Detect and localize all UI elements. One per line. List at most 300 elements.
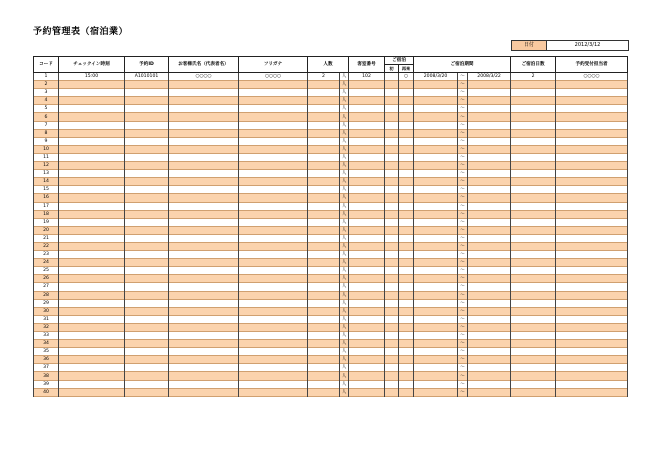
cell-room[interactable] bbox=[349, 251, 385, 259]
cell-guest-name[interactable] bbox=[169, 105, 239, 113]
cell-checkin[interactable] bbox=[59, 299, 125, 307]
cell-staff[interactable] bbox=[556, 121, 628, 129]
cell-period-end[interactable] bbox=[468, 332, 511, 340]
cell-period-start[interactable] bbox=[414, 105, 458, 113]
cell-meal-repeat[interactable] bbox=[399, 178, 414, 186]
cell-staff[interactable] bbox=[556, 170, 628, 178]
cell-code[interactable]: 12 bbox=[34, 162, 59, 170]
cell-meal-repeat[interactable] bbox=[399, 153, 414, 161]
cell-guest-name[interactable] bbox=[169, 332, 239, 340]
cell-checkin[interactable] bbox=[59, 121, 125, 129]
cell-checkin[interactable] bbox=[59, 234, 125, 242]
cell-guest-name[interactable] bbox=[169, 162, 239, 170]
cell-code[interactable]: 11 bbox=[34, 153, 59, 161]
cell-furigana[interactable] bbox=[239, 81, 308, 89]
cell-guest-name[interactable] bbox=[169, 218, 239, 226]
cell-people[interactable] bbox=[308, 162, 340, 170]
cell-meal-first[interactable] bbox=[385, 299, 399, 307]
cell-staff[interactable] bbox=[556, 259, 628, 267]
cell-checkin[interactable] bbox=[59, 307, 125, 315]
cell-reservation-id[interactable] bbox=[125, 113, 169, 121]
cell-meal-first[interactable] bbox=[385, 81, 399, 89]
cell-period-start[interactable] bbox=[414, 121, 458, 129]
cell-checkin[interactable] bbox=[59, 194, 125, 202]
cell-people[interactable] bbox=[308, 332, 340, 340]
cell-period-end[interactable] bbox=[468, 226, 511, 234]
cell-staff[interactable] bbox=[556, 299, 628, 307]
cell-staff[interactable] bbox=[556, 218, 628, 226]
cell-room[interactable] bbox=[349, 242, 385, 250]
cell-furigana[interactable] bbox=[239, 380, 308, 388]
cell-nights[interactable] bbox=[511, 267, 556, 275]
cell-staff[interactable] bbox=[556, 137, 628, 145]
cell-meal-repeat[interactable] bbox=[399, 283, 414, 291]
cell-room[interactable] bbox=[349, 388, 385, 396]
cell-furigana[interactable] bbox=[239, 170, 308, 178]
cell-checkin[interactable] bbox=[59, 105, 125, 113]
cell-period-start[interactable] bbox=[414, 170, 458, 178]
cell-furigana[interactable] bbox=[239, 291, 308, 299]
cell-meal-repeat[interactable] bbox=[399, 81, 414, 89]
cell-reservation-id[interactable] bbox=[125, 121, 169, 129]
cell-nights[interactable] bbox=[511, 202, 556, 210]
cell-reservation-id[interactable] bbox=[125, 275, 169, 283]
cell-meal-repeat[interactable] bbox=[399, 259, 414, 267]
cell-guest-name[interactable] bbox=[169, 137, 239, 145]
cell-code[interactable]: 36 bbox=[34, 356, 59, 364]
cell-meal-repeat[interactable] bbox=[399, 356, 414, 364]
cell-reservation-id[interactable] bbox=[125, 388, 169, 396]
cell-staff[interactable] bbox=[556, 332, 628, 340]
cell-code[interactable]: 33 bbox=[34, 332, 59, 340]
date-value[interactable]: 2012/3/12 bbox=[574, 42, 601, 48]
cell-period-end[interactable]: 2008/3/22 bbox=[468, 73, 511, 81]
cell-guest-name[interactable] bbox=[169, 267, 239, 275]
cell-reservation-id[interactable] bbox=[125, 218, 169, 226]
cell-furigana[interactable] bbox=[239, 242, 308, 250]
cell-room[interactable] bbox=[349, 372, 385, 380]
cell-people[interactable] bbox=[308, 170, 340, 178]
cell-guest-name[interactable] bbox=[169, 307, 239, 315]
cell-code[interactable]: 6 bbox=[34, 113, 59, 121]
cell-people[interactable] bbox=[308, 81, 340, 89]
cell-guest-name[interactable] bbox=[169, 283, 239, 291]
cell-reservation-id[interactable] bbox=[125, 251, 169, 259]
cell-guest-name[interactable] bbox=[169, 356, 239, 364]
cell-code[interactable]: 30 bbox=[34, 307, 59, 315]
cell-guest-name[interactable] bbox=[169, 170, 239, 178]
cell-period-start[interactable] bbox=[414, 178, 458, 186]
cell-meal-first[interactable] bbox=[385, 129, 399, 137]
cell-meal-first[interactable] bbox=[385, 340, 399, 348]
cell-room[interactable] bbox=[349, 121, 385, 129]
cell-checkin[interactable] bbox=[59, 348, 125, 356]
cell-room[interactable] bbox=[349, 145, 385, 153]
cell-code[interactable]: 7 bbox=[34, 121, 59, 129]
cell-period-start[interactable] bbox=[414, 113, 458, 121]
cell-nights[interactable] bbox=[511, 291, 556, 299]
cell-period-end[interactable] bbox=[468, 259, 511, 267]
cell-code[interactable]: 34 bbox=[34, 340, 59, 348]
cell-guest-name[interactable] bbox=[169, 97, 239, 105]
cell-period-end[interactable] bbox=[468, 129, 511, 137]
cell-period-start[interactable] bbox=[414, 218, 458, 226]
cell-meal-repeat[interactable] bbox=[399, 210, 414, 218]
cell-people[interactable] bbox=[308, 364, 340, 372]
cell-meal-first[interactable] bbox=[385, 194, 399, 202]
cell-room[interactable] bbox=[349, 275, 385, 283]
cell-checkin[interactable] bbox=[59, 81, 125, 89]
cell-room[interactable] bbox=[349, 137, 385, 145]
cell-guest-name[interactable] bbox=[169, 234, 239, 242]
cell-room[interactable] bbox=[349, 153, 385, 161]
cell-meal-repeat[interactable] bbox=[399, 332, 414, 340]
cell-guest-name[interactable] bbox=[169, 113, 239, 121]
cell-staff[interactable] bbox=[556, 251, 628, 259]
cell-staff[interactable] bbox=[556, 234, 628, 242]
cell-furigana[interactable] bbox=[239, 315, 308, 323]
cell-meal-first[interactable] bbox=[385, 73, 399, 81]
cell-nights[interactable]: 2 bbox=[511, 73, 556, 81]
cell-furigana[interactable] bbox=[239, 259, 308, 267]
cell-checkin[interactable] bbox=[59, 129, 125, 137]
cell-reservation-id[interactable] bbox=[125, 145, 169, 153]
cell-checkin[interactable] bbox=[59, 153, 125, 161]
cell-period-start[interactable] bbox=[414, 234, 458, 242]
cell-code[interactable]: 3 bbox=[34, 89, 59, 97]
cell-period-end[interactable] bbox=[468, 105, 511, 113]
cell-people[interactable] bbox=[308, 145, 340, 153]
cell-meal-first[interactable] bbox=[385, 137, 399, 145]
cell-guest-name[interactable] bbox=[169, 242, 239, 250]
cell-people[interactable] bbox=[308, 234, 340, 242]
cell-period-end[interactable] bbox=[468, 178, 511, 186]
cell-period-start[interactable] bbox=[414, 307, 458, 315]
cell-reservation-id[interactable] bbox=[125, 356, 169, 364]
cell-meal-first[interactable] bbox=[385, 267, 399, 275]
cell-staff[interactable] bbox=[556, 315, 628, 323]
cell-staff[interactable] bbox=[556, 242, 628, 250]
cell-guest-name[interactable] bbox=[169, 348, 239, 356]
cell-people[interactable] bbox=[308, 226, 340, 234]
cell-nights[interactable] bbox=[511, 388, 556, 396]
cell-period-end[interactable] bbox=[468, 283, 511, 291]
cell-meal-first[interactable] bbox=[385, 372, 399, 380]
cell-period-end[interactable] bbox=[468, 372, 511, 380]
cell-meal-repeat[interactable] bbox=[399, 364, 414, 372]
cell-people[interactable] bbox=[308, 202, 340, 210]
cell-checkin[interactable] bbox=[59, 275, 125, 283]
cell-reservation-id[interactable] bbox=[125, 340, 169, 348]
cell-guest-name[interactable] bbox=[169, 251, 239, 259]
cell-staff[interactable]: ○○○○ bbox=[556, 73, 628, 81]
cell-guest-name[interactable] bbox=[169, 186, 239, 194]
cell-staff[interactable] bbox=[556, 113, 628, 121]
cell-checkin[interactable] bbox=[59, 178, 125, 186]
cell-code[interactable]: 35 bbox=[34, 348, 59, 356]
cell-furigana[interactable] bbox=[239, 340, 308, 348]
cell-code[interactable]: 2 bbox=[34, 81, 59, 89]
cell-guest-name[interactable] bbox=[169, 121, 239, 129]
cell-period-end[interactable] bbox=[468, 234, 511, 242]
cell-people[interactable] bbox=[308, 186, 340, 194]
cell-meal-repeat[interactable] bbox=[399, 105, 414, 113]
cell-room[interactable] bbox=[349, 105, 385, 113]
cell-meal-first[interactable] bbox=[385, 97, 399, 105]
cell-furigana[interactable] bbox=[239, 137, 308, 145]
cell-room[interactable] bbox=[349, 113, 385, 121]
cell-period-start[interactable] bbox=[414, 315, 458, 323]
cell-furigana[interactable] bbox=[239, 153, 308, 161]
cell-guest-name[interactable] bbox=[169, 89, 239, 97]
cell-period-start[interactable] bbox=[414, 388, 458, 396]
cell-room[interactable] bbox=[349, 170, 385, 178]
cell-staff[interactable] bbox=[556, 380, 628, 388]
cell-checkin[interactable] bbox=[59, 388, 125, 396]
cell-people[interactable] bbox=[308, 267, 340, 275]
cell-staff[interactable] bbox=[556, 89, 628, 97]
cell-staff[interactable] bbox=[556, 145, 628, 153]
cell-period-start[interactable] bbox=[414, 267, 458, 275]
cell-staff[interactable] bbox=[556, 194, 628, 202]
cell-people[interactable] bbox=[308, 89, 340, 97]
cell-reservation-id[interactable] bbox=[125, 137, 169, 145]
cell-checkin[interactable] bbox=[59, 218, 125, 226]
cell-period-start[interactable] bbox=[414, 97, 458, 105]
cell-meal-first[interactable] bbox=[385, 234, 399, 242]
cell-code[interactable]: 17 bbox=[34, 202, 59, 210]
cell-period-end[interactable] bbox=[468, 299, 511, 307]
cell-meal-first[interactable] bbox=[385, 283, 399, 291]
cell-room[interactable] bbox=[349, 348, 385, 356]
cell-period-start[interactable] bbox=[414, 340, 458, 348]
cell-code[interactable]: 38 bbox=[34, 372, 59, 380]
cell-guest-name[interactable] bbox=[169, 372, 239, 380]
cell-people[interactable] bbox=[308, 307, 340, 315]
cell-nights[interactable] bbox=[511, 97, 556, 105]
cell-code[interactable]: 37 bbox=[34, 364, 59, 372]
cell-meal-repeat[interactable] bbox=[399, 218, 414, 226]
cell-nights[interactable] bbox=[511, 307, 556, 315]
cell-period-end[interactable] bbox=[468, 356, 511, 364]
cell-furigana[interactable] bbox=[239, 323, 308, 331]
cell-people[interactable] bbox=[308, 315, 340, 323]
cell-meal-repeat[interactable] bbox=[399, 186, 414, 194]
cell-meal-first[interactable] bbox=[385, 242, 399, 250]
cell-checkin[interactable]: 15:00 bbox=[59, 73, 125, 81]
cell-meal-repeat[interactable] bbox=[399, 89, 414, 97]
cell-code[interactable]: 25 bbox=[34, 267, 59, 275]
cell-room[interactable] bbox=[349, 340, 385, 348]
cell-code[interactable]: 29 bbox=[34, 299, 59, 307]
cell-period-start[interactable] bbox=[414, 129, 458, 137]
cell-meal-first[interactable] bbox=[385, 210, 399, 218]
cell-nights[interactable] bbox=[511, 170, 556, 178]
cell-period-end[interactable] bbox=[468, 291, 511, 299]
cell-period-end[interactable] bbox=[468, 348, 511, 356]
cell-reservation-id[interactable] bbox=[125, 315, 169, 323]
cell-furigana[interactable] bbox=[239, 348, 308, 356]
cell-meal-first[interactable] bbox=[385, 226, 399, 234]
cell-furigana[interactable] bbox=[239, 283, 308, 291]
cell-meal-first[interactable] bbox=[385, 315, 399, 323]
cell-code[interactable]: 19 bbox=[34, 218, 59, 226]
cell-period-start[interactable] bbox=[414, 226, 458, 234]
cell-meal-repeat[interactable] bbox=[399, 299, 414, 307]
cell-reservation-id[interactable] bbox=[125, 291, 169, 299]
cell-guest-name[interactable] bbox=[169, 299, 239, 307]
cell-code[interactable]: 39 bbox=[34, 380, 59, 388]
cell-nights[interactable] bbox=[511, 234, 556, 242]
cell-checkin[interactable] bbox=[59, 202, 125, 210]
cell-code[interactable]: 4 bbox=[34, 97, 59, 105]
cell-period-end[interactable] bbox=[468, 275, 511, 283]
cell-code[interactable]: 32 bbox=[34, 323, 59, 331]
cell-nights[interactable] bbox=[511, 364, 556, 372]
cell-period-start[interactable] bbox=[414, 162, 458, 170]
cell-meal-first[interactable] bbox=[385, 202, 399, 210]
cell-meal-first[interactable] bbox=[385, 251, 399, 259]
cell-code[interactable]: 28 bbox=[34, 291, 59, 299]
cell-code[interactable]: 18 bbox=[34, 210, 59, 218]
cell-guest-name[interactable] bbox=[169, 275, 239, 283]
cell-people[interactable] bbox=[308, 218, 340, 226]
cell-nights[interactable] bbox=[511, 153, 556, 161]
cell-nights[interactable] bbox=[511, 145, 556, 153]
cell-reservation-id[interactable]: A1010101 bbox=[125, 73, 169, 81]
cell-reservation-id[interactable] bbox=[125, 89, 169, 97]
cell-room[interactable] bbox=[349, 307, 385, 315]
cell-room[interactable] bbox=[349, 332, 385, 340]
cell-code[interactable]: 21 bbox=[34, 234, 59, 242]
cell-room[interactable] bbox=[349, 162, 385, 170]
cell-checkin[interactable] bbox=[59, 340, 125, 348]
cell-furigana[interactable] bbox=[239, 210, 308, 218]
cell-meal-first[interactable] bbox=[385, 388, 399, 396]
cell-period-end[interactable] bbox=[468, 218, 511, 226]
cell-staff[interactable] bbox=[556, 81, 628, 89]
cell-room[interactable] bbox=[349, 89, 385, 97]
cell-code[interactable]: 9 bbox=[34, 137, 59, 145]
cell-period-start[interactable] bbox=[414, 348, 458, 356]
cell-checkin[interactable] bbox=[59, 380, 125, 388]
cell-furigana[interactable] bbox=[239, 275, 308, 283]
cell-period-start[interactable] bbox=[414, 153, 458, 161]
cell-meal-first[interactable] bbox=[385, 89, 399, 97]
cell-meal-repeat[interactable] bbox=[399, 113, 414, 121]
cell-code[interactable]: 40 bbox=[34, 388, 59, 396]
cell-furigana[interactable]: ○○○○ bbox=[239, 73, 308, 81]
cell-meal-repeat[interactable] bbox=[399, 170, 414, 178]
cell-room[interactable] bbox=[349, 194, 385, 202]
cell-staff[interactable] bbox=[556, 307, 628, 315]
cell-period-start[interactable] bbox=[414, 332, 458, 340]
cell-furigana[interactable] bbox=[239, 234, 308, 242]
cell-staff[interactable] bbox=[556, 226, 628, 234]
cell-guest-name[interactable] bbox=[169, 210, 239, 218]
cell-guest-name[interactable] bbox=[169, 340, 239, 348]
cell-reservation-id[interactable] bbox=[125, 380, 169, 388]
cell-period-end[interactable] bbox=[468, 170, 511, 178]
cell-meal-repeat[interactable] bbox=[399, 251, 414, 259]
cell-meal-repeat[interactable] bbox=[399, 372, 414, 380]
cell-period-start[interactable] bbox=[414, 210, 458, 218]
cell-checkin[interactable] bbox=[59, 372, 125, 380]
cell-nights[interactable] bbox=[511, 315, 556, 323]
cell-checkin[interactable] bbox=[59, 356, 125, 364]
cell-furigana[interactable] bbox=[239, 364, 308, 372]
cell-furigana[interactable] bbox=[239, 226, 308, 234]
cell-furigana[interactable] bbox=[239, 145, 308, 153]
cell-room[interactable] bbox=[349, 129, 385, 137]
cell-meal-repeat[interactable] bbox=[399, 388, 414, 396]
cell-room[interactable] bbox=[349, 283, 385, 291]
cell-room[interactable] bbox=[349, 356, 385, 364]
cell-guest-name[interactable] bbox=[169, 226, 239, 234]
cell-checkin[interactable] bbox=[59, 145, 125, 153]
cell-meal-repeat[interactable] bbox=[399, 242, 414, 250]
cell-furigana[interactable] bbox=[239, 218, 308, 226]
cell-people[interactable] bbox=[308, 291, 340, 299]
cell-period-end[interactable] bbox=[468, 194, 511, 202]
cell-meal-first[interactable] bbox=[385, 364, 399, 372]
cell-code[interactable]: 10 bbox=[34, 145, 59, 153]
cell-room[interactable] bbox=[349, 315, 385, 323]
cell-room[interactable] bbox=[349, 186, 385, 194]
cell-reservation-id[interactable] bbox=[125, 105, 169, 113]
cell-furigana[interactable] bbox=[239, 113, 308, 121]
cell-meal-repeat[interactable] bbox=[399, 307, 414, 315]
cell-code[interactable]: 26 bbox=[34, 275, 59, 283]
cell-period-end[interactable] bbox=[468, 340, 511, 348]
cell-reservation-id[interactable] bbox=[125, 170, 169, 178]
cell-room[interactable] bbox=[349, 364, 385, 372]
cell-reservation-id[interactable] bbox=[125, 267, 169, 275]
cell-period-end[interactable] bbox=[468, 315, 511, 323]
cell-room[interactable] bbox=[349, 259, 385, 267]
cell-people[interactable] bbox=[308, 178, 340, 186]
cell-period-end[interactable] bbox=[468, 153, 511, 161]
cell-period-end[interactable] bbox=[468, 267, 511, 275]
cell-people[interactable] bbox=[308, 348, 340, 356]
cell-period-start[interactable] bbox=[414, 202, 458, 210]
cell-furigana[interactable] bbox=[239, 105, 308, 113]
cell-room[interactable] bbox=[349, 97, 385, 105]
cell-room[interactable] bbox=[349, 178, 385, 186]
cell-period-start[interactable] bbox=[414, 242, 458, 250]
cell-guest-name[interactable] bbox=[169, 145, 239, 153]
cell-meal-repeat[interactable] bbox=[399, 291, 414, 299]
cell-meal-first[interactable] bbox=[385, 348, 399, 356]
cell-furigana[interactable] bbox=[239, 267, 308, 275]
cell-reservation-id[interactable] bbox=[125, 226, 169, 234]
cell-furigana[interactable] bbox=[239, 251, 308, 259]
cell-room[interactable] bbox=[349, 380, 385, 388]
cell-code[interactable]: 22 bbox=[34, 242, 59, 250]
cell-furigana[interactable] bbox=[239, 186, 308, 194]
cell-period-start[interactable] bbox=[414, 137, 458, 145]
cell-people[interactable] bbox=[308, 388, 340, 396]
cell-nights[interactable] bbox=[511, 137, 556, 145]
cell-people[interactable] bbox=[308, 372, 340, 380]
cell-people[interactable] bbox=[308, 137, 340, 145]
cell-period-end[interactable] bbox=[468, 137, 511, 145]
cell-nights[interactable] bbox=[511, 121, 556, 129]
cell-meal-first[interactable] bbox=[385, 332, 399, 340]
cell-nights[interactable] bbox=[511, 275, 556, 283]
cell-room[interactable] bbox=[349, 234, 385, 242]
cell-reservation-id[interactable] bbox=[125, 81, 169, 89]
